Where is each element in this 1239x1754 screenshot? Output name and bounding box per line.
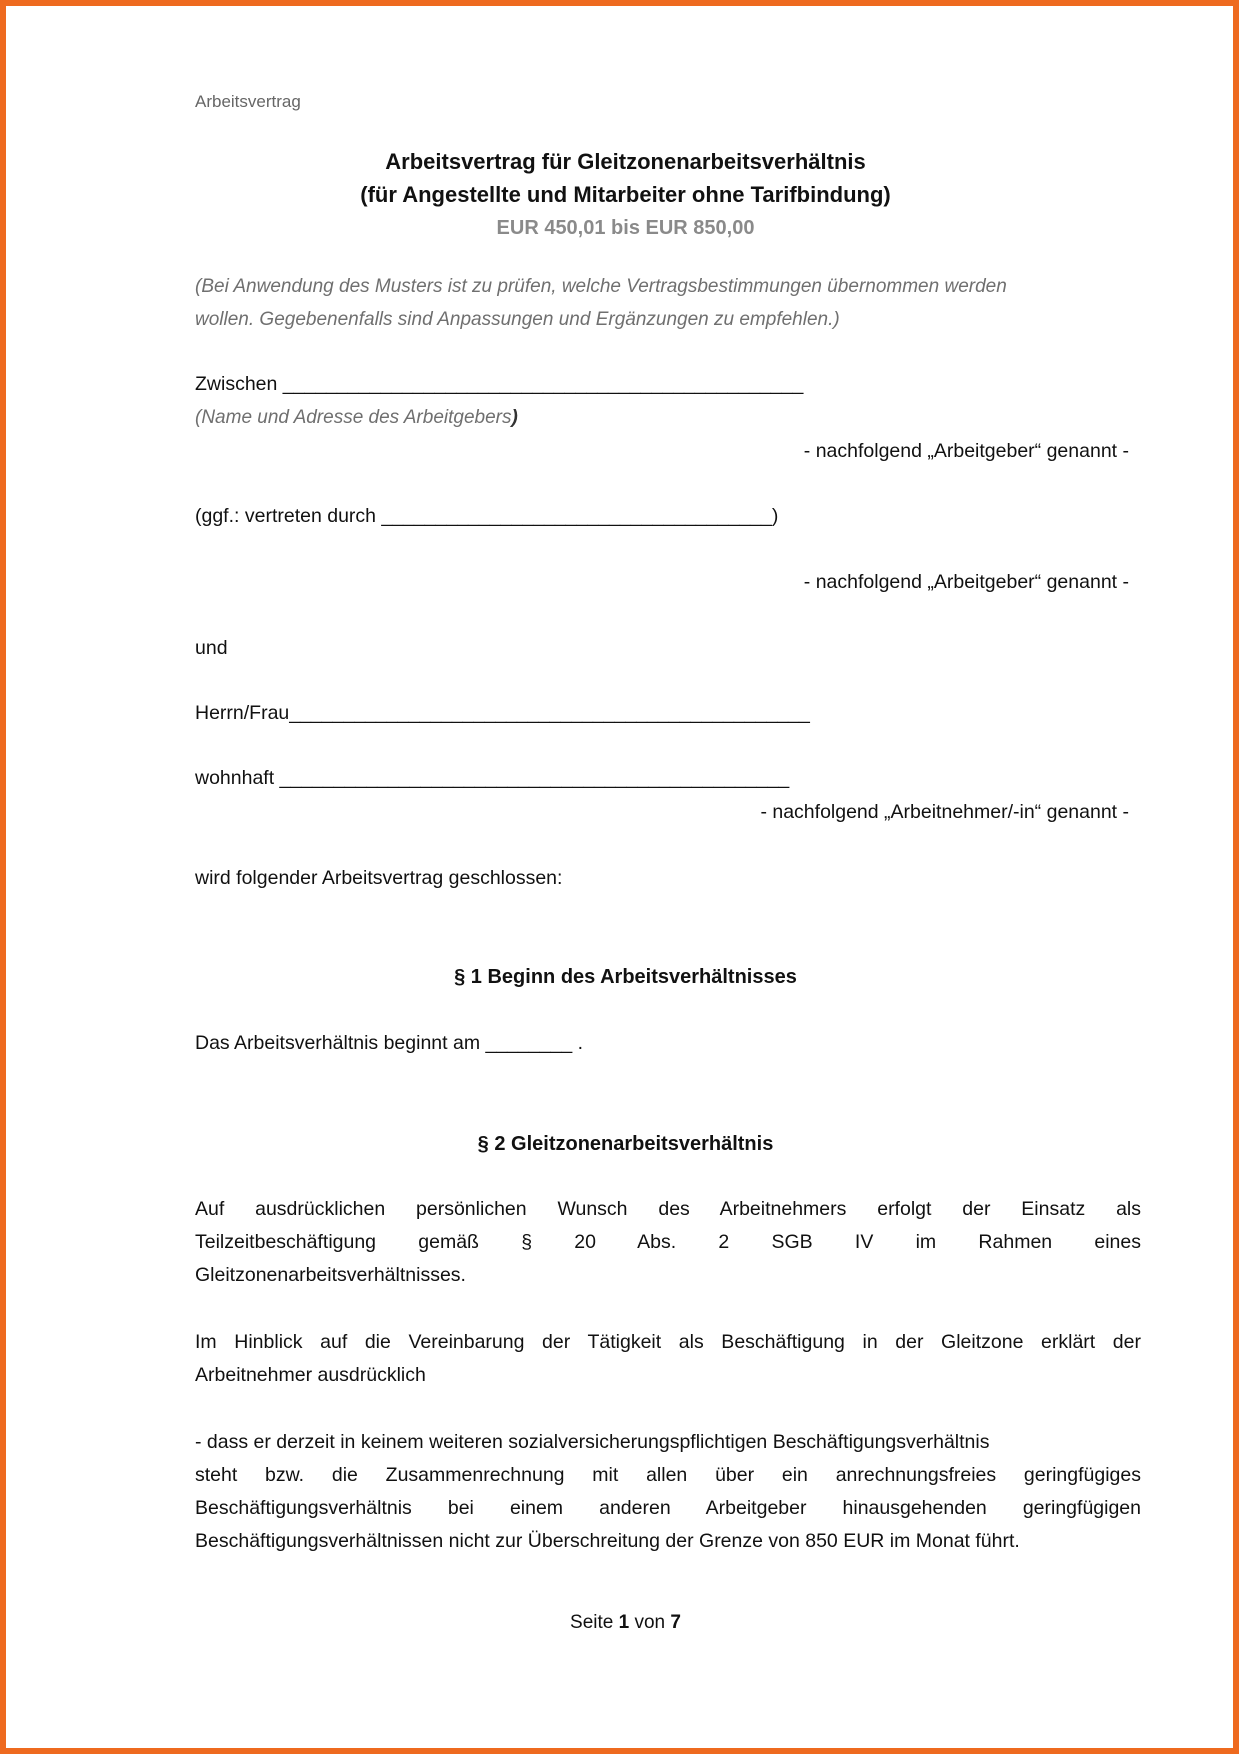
represented-by-line: (ggf.: vertreten durch ____________________________________) bbox=[195, 505, 779, 527]
document-title-line-1: Arbeitsvertrag für Gleitzonenarbeitsverhältnis bbox=[385, 149, 866, 174]
section-1-heading: § 1 Beginn des Arbeitsverhältnisses bbox=[454, 966, 797, 988]
page-number-footer bbox=[6, 1612, 1239, 1634]
section-2-p3-line-2: steht bzw. die Zusammenrechnung mit allen über ein anrechnungsfreies geringfügiges bbox=[195, 1464, 1141, 1486]
usage-note-line-2: wollen. Gegebenenfalls sind Anpassungen und Ergänzungen zu empfehlen.) bbox=[195, 309, 840, 330]
section-2-p3-line-3: Beschäftigungsverhältnis bei einem anderen Arbeitgeber hinausgehenden geringfügigen bbox=[195, 1497, 1141, 1519]
section-2-p2-line-1: Im Hinblick auf die Vereinbarung der Tätigkeit als Beschäftigung in der Gleitzone erklärt der bbox=[195, 1331, 1141, 1353]
section-2-heading: § 2 Gleitzonenarbeitsverhältnis bbox=[477, 1133, 774, 1155]
employer-named-2: - nachfolgend „Arbeitgeber“ genannt - bbox=[803, 571, 1129, 593]
employer-line: Zwischen ________________________________________________ bbox=[195, 373, 804, 395]
document-title-line-2: (für Angestellte und Mitarbeiter ohne Tarifbindung) bbox=[360, 182, 891, 207]
section-2-p2-line-2: Arbeitnehmer ausdrücklich bbox=[195, 1364, 426, 1386]
employer-hint-text: (Name und Adresse des Arbeitgebers bbox=[195, 407, 512, 428]
employee-named: - nachfolgend „Arbeitnehmer/-in“ genannt - bbox=[760, 801, 1129, 823]
current-page-number: 1 bbox=[618, 1612, 630, 1633]
und-text: und bbox=[195, 637, 228, 659]
employer-hint-close: ) bbox=[511, 407, 518, 428]
section-2-p1-line-1: Auf ausdrücklichen persönlichen Wunsch des Arbeitnehmers erfolgt der Einsatz als bbox=[195, 1198, 1141, 1220]
employer-hint bbox=[195, 407, 518, 429]
page-prefix: Seite bbox=[570, 1612, 614, 1633]
section-2-p1-line-3: Gleitzonenarbeitsverhältnisses. bbox=[195, 1264, 466, 1286]
document-header-label: Arbeitsvertrag bbox=[195, 92, 301, 111]
section-2-p3-line-1: - dass er derzeit in keinem weiteren sozialversicherungspflichtigen Beschäftigungsverhältnis bbox=[195, 1431, 990, 1453]
section-1-text: Das Arbeitsverhältnis beginnt am ________ . bbox=[195, 1032, 584, 1054]
document-subtitle: EUR 450,01 bis EUR 850,00 bbox=[496, 217, 755, 239]
employee-address-line: wohnhaft _______________________________________________ bbox=[195, 767, 790, 789]
section-2-p1-line-2: Teilzeitbeschäftigung gemäß § 20 Abs. 2 SGB IV im Rahmen eines bbox=[195, 1231, 1141, 1253]
section-2-p3-line-4: Beschäftigungsverhältnissen nicht zur Überschreitung der Grenze von 850 EUR im Monat führt. bbox=[195, 1530, 1020, 1552]
employer-named-1: - nachfolgend „Arbeitgeber“ genannt - bbox=[803, 440, 1129, 462]
employee-name-line: Herrn/Frau________________________________________________ bbox=[195, 702, 810, 724]
contract-closed-text: wird folgender Arbeitsvertrag geschlossen: bbox=[195, 867, 563, 889]
total-page-number: 7 bbox=[670, 1612, 681, 1633]
page-separator: von bbox=[634, 1612, 666, 1633]
usage-note-line-1: (Bei Anwendung des Musters ist zu prüfen, welche Vertragsbestimmungen übernommen werden bbox=[195, 276, 1007, 297]
